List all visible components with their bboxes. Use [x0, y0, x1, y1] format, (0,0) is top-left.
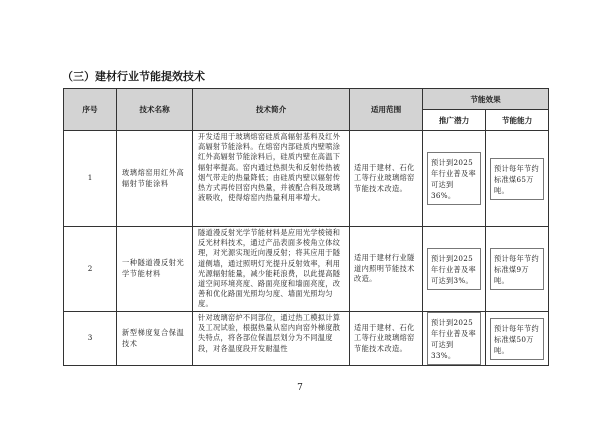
row-scope: 适用于建材行业隧道内照明节能技术改造。 — [350, 227, 423, 312]
row-capacity: 预计每年节约标准煤9万吨。 — [490, 248, 544, 290]
page-number: 7 — [297, 383, 303, 393]
row-capacity: 预计每年节约标准煤50万吨。 — [490, 318, 544, 360]
row-potential: 预计到2025年行业普及率可达到33%。 — [427, 312, 481, 365]
header-name: 技术名称 — [117, 89, 193, 131]
row-seq: 3 — [64, 312, 117, 366]
header-effect: 节能效果 — [423, 89, 549, 110]
technology-table — [63, 88, 549, 366]
row-scope: 适用于建材、石化工等行业玻璃熔窑节能技术改造。 — [350, 131, 423, 227]
header-scope: 适用范围 — [350, 89, 423, 131]
row-seq: 2 — [64, 227, 117, 312]
row-capacity: 预计每年节约标准煤65万吨。 — [490, 158, 544, 200]
header-capacity: 节能能力 — [486, 110, 549, 131]
table-row — [64, 131, 549, 227]
row-name: 一种隧道漫反射光学节能材料 — [117, 227, 193, 312]
row-name: 玻璃熔窑用红外高辐射节能涂料 — [117, 131, 193, 227]
section-title: （三）建材行业节能提效技术 — [62, 70, 205, 83]
row-name: 新型梯度复合保温技术 — [117, 312, 193, 366]
table-row — [64, 312, 549, 366]
row-potential: 预计到2025年行业普及率可达到36%。 — [427, 152, 481, 205]
header-seq: 序号 — [64, 89, 117, 131]
row-potential: 预计到2025年行业普及率可达到3%。 — [427, 248, 481, 290]
table-row — [64, 227, 549, 312]
row-intro: 针对玻璃窑炉不同部位，通过热工模拟计算及工况试验，根据热量从窑内向窑外梯度散失特点，将各部位保温层划分为不同温度段，对各温度段开发耐温性 — [193, 312, 350, 366]
header-intro: 技术简介 — [193, 89, 350, 131]
row-intro: 隧道漫反射光学节能材料是应用光学棱镜和反光材料技术，通过产品表面多棱角立体纹理，对光源实现近向漫反射；将其应用于隧道侧墙，通过照明灯光提升反射效率，利用光源辐射能量，减少能耗浪费，以此提高隧道空间环境亮度、路面亮度和墙面亮度，改善和优化路面光照均匀度、墙面光照均匀度。 — [193, 227, 350, 312]
row-scope: 适用于建材、石化工等行业玻璃熔窑节能技术改造。 — [350, 312, 423, 366]
row-seq: 1 — [64, 131, 117, 227]
row-intro: 开发适用于玻璃熔窑硅质高辐射基料及红外高辐射节能涂料。在熔窑内部硅质内壁喷涂红外高辐射节能涂料后，硅质内壁在高温下辐射率提高。窑内通过热损失和反射传热被烟气带走的热量降低；由硅质内壁以辐射传热方式再传回窑内热量，并被配合料及玻璃液吸收，使得熔窑内热量利用率增大。 — [193, 131, 350, 227]
header-potential: 推广潜力 — [423, 110, 486, 131]
